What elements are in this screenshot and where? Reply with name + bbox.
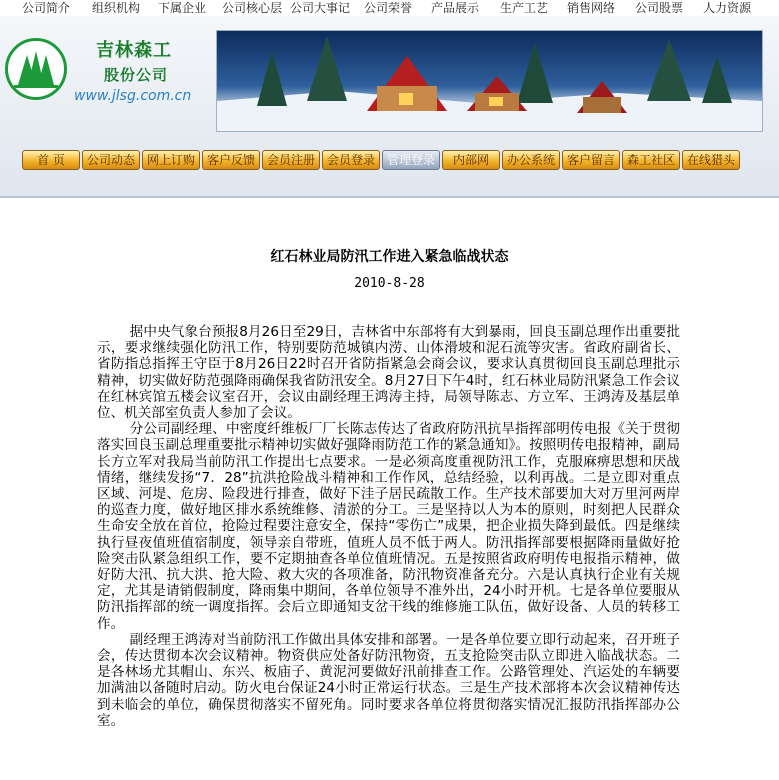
top-nav-item-sales-network[interactable]: 销售网络 — [567, 1, 616, 15]
company-name-sub: 股份公司 — [104, 66, 169, 84]
top-nav-item-honors[interactable]: 公司荣誉 — [364, 1, 413, 15]
menu-order-button[interactable]: 网上订购 — [142, 150, 200, 170]
menu-community-button[interactable]: 森工社区 — [622, 150, 680, 170]
header-divider — [0, 196, 779, 198]
menu-register-button[interactable]: 会员注册 — [262, 150, 320, 170]
menu-guestbook-button[interactable]: 客户留言 — [562, 150, 620, 170]
menu-home-button[interactable]: 首 页 — [22, 150, 80, 170]
article-title: 红石林业局防汛工作进入紧急临战状态 — [270, 249, 509, 265]
top-nav — [0, 0, 779, 16]
company-url: www.jlsg.com.cn — [74, 88, 192, 104]
header — [0, 16, 779, 196]
company-logo-icon[interactable] — [5, 38, 67, 100]
article-paragraph: 分公司副经理、中密度纤维板厂厂长陈志传达了省政府防汛抗旱指挥部明传电报《关于贯彻落实回良玉副总理重要批示精神切实做好强降雨防范工作的紧急通知》。按照明传电报精神，副局长方立军对我局当前防汛工作提出七点要求。一是必须高度重视防汛工作，克服麻痹思想和厌战情绪，继续发扬“7．28”抗洪抢险战斗精神和工作作风，总结经验，以利再战。二是立即对重点区域、河堤、危房、险段进行排查，做好下洼子居民疏散工作。生产技术部要加大对万里河两岸的巡查力度，做好地区排水系统维修、清淤的分工。三是坚持以人为本的原则，时刻把人民群众生命安全放在首位，抢险过程要注意安全，保持“零伤亡”成果，把企业损失降到最低。四是继续执行昼夜值班值宿制度，领导亲自带班，值班人员不低于两人。防汛指挥部要根据降雨量做好抢险突击队紧急组织工作，要不定期抽查各单位值班情况。五是按照省政府明传电报指示精神，做好防大汛、抗大洪、抢大险、救大灾的各项准备，防汛物资准备充分。六是认真执行企业有关规定，尤其是请销假制度，降雨集中期间，各单位领导不准外出，24小时开机。七是各单位要服从防汛指挥部的统一调度指挥。会后立即通知支岔干线的维修施工队伍，做好设备、人员的转移工作。 — [97, 421, 680, 632]
top-nav-item-process[interactable]: 生产工艺 — [500, 1, 549, 15]
article-paragraph: 据中央气象台预报8月26日至29日，吉林省中东部将有大到暴雨，回良玉副总理作出重要批示，要求继续强化防汛工作，特别要防范城镇内涝、山体滑坡和泥石流等灾害。省政府副省长、省防指总指挥王守臣于8月26日22时召开省防指紧急会商会议，要求认真贯彻回良玉副总理批示精神，切实做好防范强降雨确保我省防汛安全。8月27日下午4时，红石林业局防汛紧急工作会议在红林宾馆五楼会议室召开，会议由副经理王鸿涛主持，局领导陈志、方立军、王鸿涛及基层单位、机关部室负责人参加了会议。 — [97, 324, 680, 422]
main-menu — [22, 150, 740, 170]
menu-login-button[interactable]: 会员登录 — [322, 150, 380, 170]
top-nav-item-subsidiaries[interactable]: 下属企业 — [158, 1, 207, 15]
menu-admin-login-button[interactable]: 管理登录 — [382, 150, 440, 170]
menu-feedback-button[interactable]: 客户反馈 — [202, 150, 260, 170]
menu-intranet-button[interactable]: 内部网 — [442, 150, 500, 170]
top-nav-item-stock[interactable]: 公司股票 — [635, 1, 684, 15]
banner-image — [216, 30, 763, 132]
menu-office-system-button[interactable]: 办公系统 — [502, 150, 560, 170]
article-date: 2010-8-28 — [354, 276, 425, 291]
top-nav-item-products[interactable]: 产品展示 — [431, 1, 480, 15]
top-nav-item-core-level[interactable]: 公司核心层 — [222, 1, 283, 15]
top-nav-item-hr[interactable]: 人力资源 — [703, 1, 752, 15]
company-name: 吉林森工 — [96, 40, 172, 61]
menu-news-button[interactable]: 公司动态 — [82, 150, 140, 170]
menu-headhunter-button[interactable]: 在线猎头 — [682, 150, 740, 170]
top-nav-item-company-intro[interactable]: 公司简介 — [22, 1, 71, 15]
article-content — [97, 324, 680, 729]
article-paragraph: 副经理王鸿涛对当前防汛工作做出具体安排和部署。一是各单位要立即行动起来，召开班子会，传达贯彻本次会议精神。物资供应处备好防汛物资，五支抢险突击队立即进入临战状态。二是各林场尤其帽山、东兴、板庙子、黄泥河要做好汛前排查工作。公路管理处、汽运处的车辆要加满油以备随时启动。防火电台保证24小时正常运行状态。三是生产技术部将本次会议精神传达到未临会的单位，确保贯彻落实不留死角。同时要求各单位将贯彻落实情况汇报防汛指挥部办公室。 — [97, 631, 680, 729]
top-nav-item-organization[interactable]: 组织机构 — [92, 1, 141, 15]
top-nav-item-milestones[interactable]: 公司大事记 — [290, 1, 351, 15]
